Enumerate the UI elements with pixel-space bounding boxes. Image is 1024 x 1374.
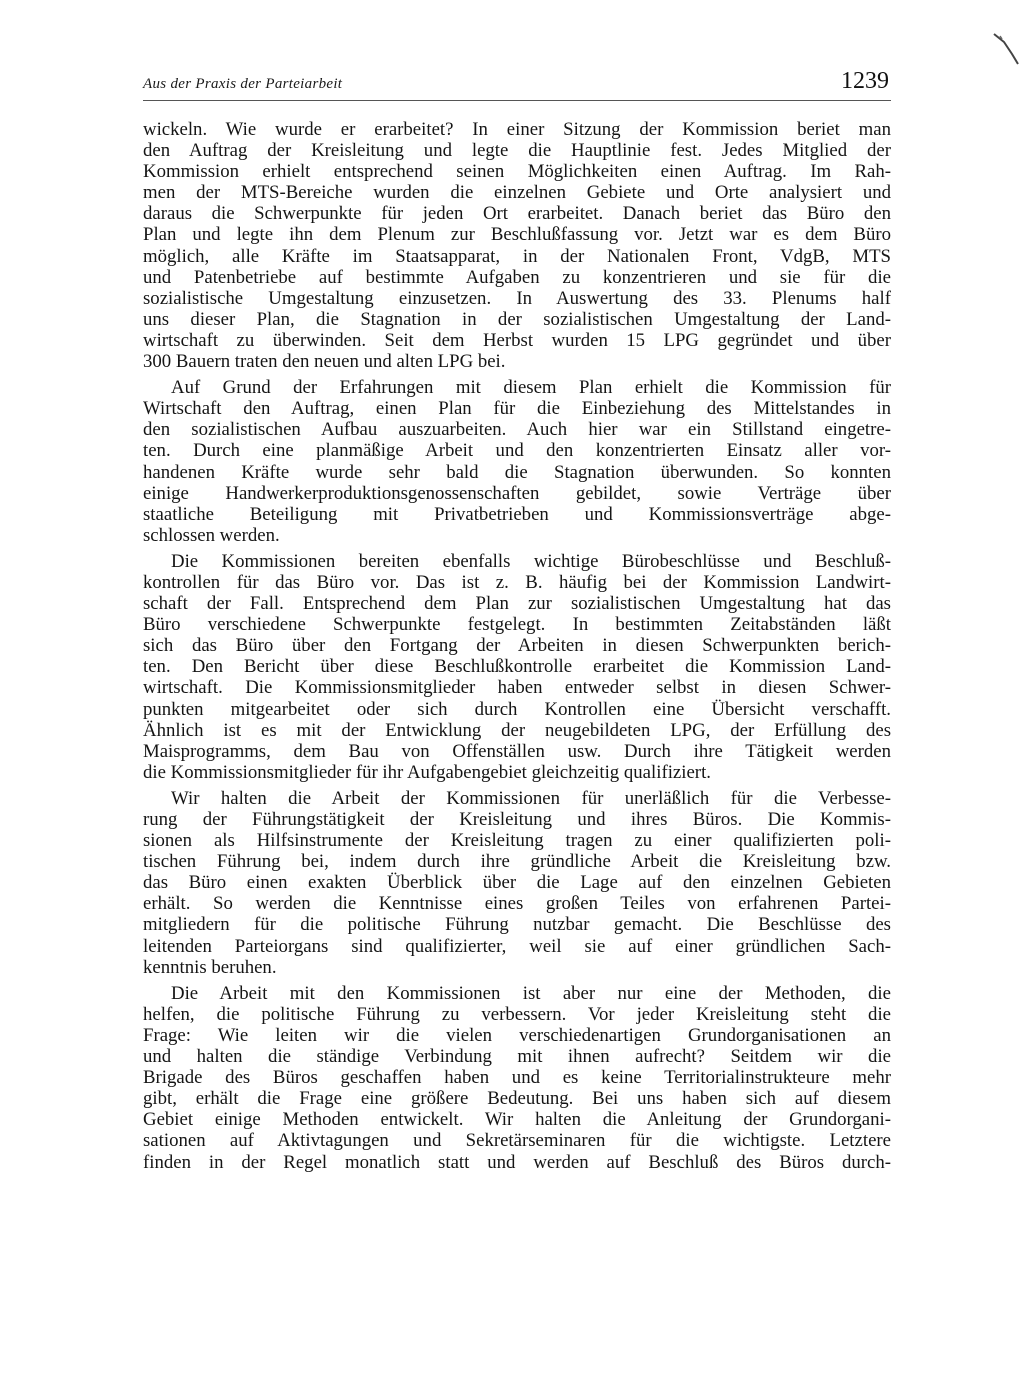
- text-line: Plan und legte ihn dem Plenum zur Beschlußfassung vor. Jetzt war es dem Büro: [143, 224, 891, 246]
- text-line: Ähnlich ist es mit der Entwicklung der neugebildeten LPG, der Erfüllung des: [143, 719, 891, 741]
- text-line: sozialistische Umgestaltung einzusetzen. In Auswertung des 33. Plenums half: [143, 287, 891, 309]
- text-line: Maisprogramms, dem Bau von Offenställen usw. Durch ihre Tätigkeit werden: [143, 740, 891, 762]
- text-line: den Auftrag der Kreisleitung und legte die Hauptlinie fest. Jedes Mitglied der: [143, 140, 891, 162]
- text-line: schaft der Fall. Entsprechend dem Plan zur sozialistischen Umgestaltung hat das: [143, 593, 891, 615]
- text-line: Brigade des Büros geschaffen haben und es keine Territorialinstrukteure mehr: [143, 1067, 891, 1089]
- text-line: daraus die Schwerpunkte für jeden Ort erarbeitet. Danach beriet das Büro den: [143, 203, 891, 225]
- text-line: einige Handwerkerproduktionsgenossenschaften gebildet, sowie Verträge über: [143, 482, 891, 504]
- text-line: kontrollen für das Büro vor. Das ist z. B. häufig bei der Kommission Landwirt-: [143, 571, 891, 593]
- text-line: finden in der Regel monatlich statt und werden auf Beschluß des Büros durch-: [143, 1151, 891, 1173]
- text-line: wirtschaft zu überwinden. Seit dem Herbst wurden 15 LPG gegründet und über: [143, 329, 891, 351]
- text-line: Die Arbeit mit den Kommissionen ist aber nur eine der Methoden, die: [171, 982, 891, 1004]
- text-line: rung der Führungstätigkeit der Kreisleitung und ihres Büros. Die Kommis-: [143, 809, 891, 830]
- text-line: tischen Führung bei, indem durch ihre gründliche Arbeit die Kreisleitung bzw.: [143, 851, 891, 873]
- text-line: ten. Durch eine planmäßige Arbeit und den konzentrierten Einsatz aller vor-: [143, 440, 891, 462]
- text-line: und Patenbetriebe auf bestimmte Aufgaben zu konzentrieren und sie für die: [143, 266, 891, 288]
- text-line: punkten mitgearbeitet oder sich durch Kontrollen eine Übersicht verschafft.: [143, 698, 891, 720]
- text-line: kenntnis beruhen.: [143, 956, 277, 978]
- text-line: Wir halten die Arbeit der Kommissionen für unerläßlich für die Verbesse-: [171, 787, 891, 809]
- text-line: Die Kommissionen bereiten ebenfalls wichtige Bürobeschlüsse und Beschluß-: [171, 550, 891, 572]
- text-line: Frage: Wie leiten wir die vielen verschiedenartigen Grundorganisationen an: [143, 1024, 891, 1046]
- text-line: und halten die ständige Verbindung mit ihnen aufrecht? Seitdem wir die: [143, 1046, 891, 1068]
- text-line: Büro verschiedene Schwerpunkte festgelegt. In bestimmten Zeitabständen läßt: [143, 614, 891, 636]
- paragraph: [143, 377, 891, 546]
- text-line: Wirtschaft den Auftrag, einen Plan für die Einbeziehung des Mittelstandes in: [143, 398, 891, 420]
- text-line: möglich, alle Kräfte im Staatsapparat, in der Nationalen Front, VdgB, MTS: [143, 245, 891, 267]
- text-line: das Büro einen exakten Überblick über die Lage auf den einzelnen Gebieten: [143, 872, 891, 894]
- text-line: uns dieser Plan, die Stagnation in der sozialistischen Umgestaltung der Land-: [143, 308, 891, 330]
- text-line: sich das Büro über den Fortgang der Arbeiten in diesen Schwerpunkten berich-: [143, 635, 891, 657]
- text-line: staatliche Beteiligung mit Privatbetrieben und Kommissionsverträge abge-: [143, 503, 891, 525]
- scan-corner-mark: [990, 28, 1024, 68]
- text-line: die Kommissionsmitglieder für ihr Aufgabengebiet gleichzeitig qualifiziert.: [143, 761, 711, 783]
- running-header: [143, 70, 891, 101]
- text-line: leitenden Parteiorgans sind qualifizierter, weil sie auf einer gründlichen Sach-: [143, 935, 891, 957]
- paragraph: [143, 788, 891, 978]
- text-line: men der MTS-Bereiche wurden die einzelnen Gebiete und Orte analysiert und: [143, 182, 891, 204]
- running-title: Aus der Praxis der Parteiarbeit: [143, 76, 343, 92]
- text-line: ten. Den Bericht über diese Beschlußkontrolle erarbeitet die Kommission Land-: [143, 656, 891, 678]
- text-line: erhält. So werden die Kenntnisse eines großen Teiles von erfahrenen Partei-: [143, 893, 891, 915]
- text-line: wirtschaft. Die Kommissionsmitglieder haben entweder selbst in diesen Schwer-: [143, 677, 891, 699]
- paragraph: [143, 983, 891, 1173]
- text-line: wickeln. Wie wurde er erarbeitet? In einer Sitzung der Kommission beriet man: [143, 119, 891, 140]
- text-line: den sozialistischen Aufbau auszuarbeiten. Auch hier war ein Stillstand eingetre-: [143, 419, 891, 441]
- text-line: mitgliedern für die politische Führung nutzbar gemacht. Die Beschlüsse des: [143, 914, 891, 936]
- text-line: Gebiet einige Methoden entwickelt. Wir halten die Anleitung der Grundorgani-: [143, 1109, 891, 1131]
- body-text: [143, 119, 891, 1178]
- text-line: helfen, die politische Führung zu verbessern. Vor jeder Kreisleitung steht die: [143, 1003, 891, 1025]
- text-line: sationen auf Aktivtagungen und Sekretärseminaren für die wichtigste. Letztere: [143, 1130, 891, 1152]
- text-line: Kommission erhielt entsprechend seinen Möglichkeiten einen Auftrag. Im Rah-: [143, 161, 891, 183]
- text-line: schlossen werden.: [143, 524, 280, 546]
- paragraph: [143, 551, 891, 783]
- text-line: 300 Bauern traten den neuen und alten LPG bei.: [143, 351, 506, 373]
- text-line: Auf Grund der Erfahrungen mit diesem Plan erhielt die Kommission für: [171, 377, 891, 399]
- page-number: 1239: [841, 68, 889, 94]
- text-line: handenen Kräfte wurde sehr bald die Stagnation überwunden. So konnten: [143, 461, 891, 483]
- paragraph: [143, 119, 891, 372]
- text-line: gibt, erhält die Frage eine größere Bedeutung. Bei uns haben sich auf diesem: [143, 1088, 891, 1110]
- text-line: sionen als Hilfsinstrumente der Kreisleitung tragen zu einer qualifizierten poli-: [143, 830, 891, 852]
